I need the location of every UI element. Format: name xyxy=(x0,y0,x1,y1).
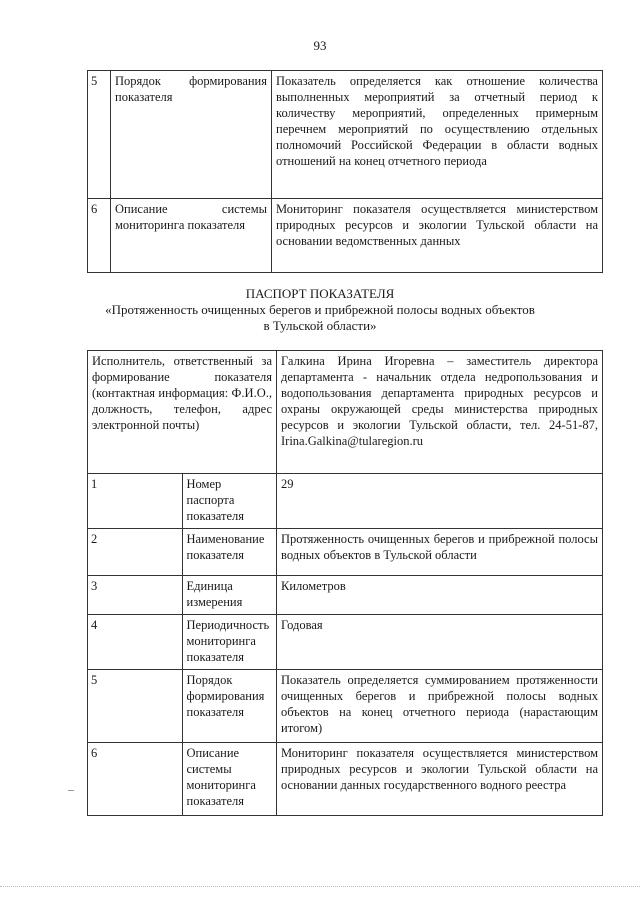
table-row xyxy=(88,670,603,743)
table-row xyxy=(88,576,603,615)
row-name: Единица измерения xyxy=(182,576,277,615)
passport-title: ПАСПОРТ ПОКАЗАТЕЛЯ xyxy=(245,286,395,301)
passport-table xyxy=(87,350,603,816)
executor-details: Галкина Ирина Игоревна – заместитель директора департамента - начальник отдела недропользования и водопользования департамента природных ресурсов и охраны окружающей среды министерства природных ресурсов и экологии Тульской области, тел. 24-51-87, xyxy=(281,354,598,432)
row-number: 5 xyxy=(88,670,183,743)
executor-label: Исполнитель, ответственный за формирование показателя (контактная информация: Ф.И.О., должность, телефон, адрес электронной почты) xyxy=(88,351,277,474)
table-row xyxy=(88,615,603,670)
row-number: 3 xyxy=(88,576,183,615)
row-number: 2 xyxy=(88,529,183,576)
table-row xyxy=(88,529,603,576)
passport-heading xyxy=(0,286,640,334)
row-number: 6 xyxy=(88,743,183,816)
row-name: Описание системы мониторинга показателя xyxy=(182,743,277,816)
margin-mark xyxy=(68,790,74,791)
row-description: Километров xyxy=(277,576,603,615)
row-name: Порядок формирования показателя xyxy=(182,670,277,743)
row-description: 29 xyxy=(277,474,603,529)
table-row xyxy=(88,474,603,529)
row-description: Протяженность очищенных берегов и прибрежной полосы водных объектов в Тульской области xyxy=(277,529,603,576)
row-name: Наименование показателя xyxy=(182,529,277,576)
row-description: Годовая xyxy=(277,615,603,670)
table-row xyxy=(88,743,603,816)
executor-email: Irina.Galkina@tularegion.ru xyxy=(281,434,424,448)
row-name: Периодичность мониторинга показателя xyxy=(182,615,277,670)
table-row xyxy=(88,71,603,199)
row-number: 4 xyxy=(88,615,183,670)
row-description: Показатель определяется суммированием протяженности очищенных берегов и прибрежной полосы водных объектов на конец отчетного периода (нарастающим итогом) xyxy=(277,670,603,743)
executor-value xyxy=(277,351,603,474)
footer-dotted-line xyxy=(0,886,640,891)
row-number: 6 xyxy=(88,199,111,273)
row-number: 1 xyxy=(88,474,183,529)
passport-subtitle-line1: «Протяженность очищенных берегов и прибрежной полосы водных объектов xyxy=(105,302,535,317)
passport-subtitle-line2: в Тульской области» xyxy=(263,318,377,333)
row-name: Описание системы мониторинга показателя xyxy=(111,199,272,273)
page-number: 93 xyxy=(313,38,327,53)
row-description: Мониторинг показателя осуществляется министерством природных ресурсов и экологии Тульской области на основании ведомственных данных xyxy=(272,199,603,273)
row-name: Номер паспорта показателя xyxy=(182,474,277,529)
indicator-table-continued xyxy=(87,70,603,273)
row-description: Показатель определяется как отношение количества выполненных мероприятий за отчетный период к количеству мероприятий, определенных примерным перечнем мероприятий по осуществлению отдельных полномочий Российской Федерации в области водных отношений на конец отчетного периода xyxy=(272,71,603,199)
table-row xyxy=(88,199,603,273)
row-number: 5 xyxy=(88,71,111,199)
executor-row xyxy=(88,351,603,474)
row-description: Мониторинг показателя осуществляется министерством природных ресурсов и экологии Тульской области на основании данных государственного водного реестра xyxy=(277,743,603,816)
row-name: Порядок формирования показателя xyxy=(111,71,272,199)
